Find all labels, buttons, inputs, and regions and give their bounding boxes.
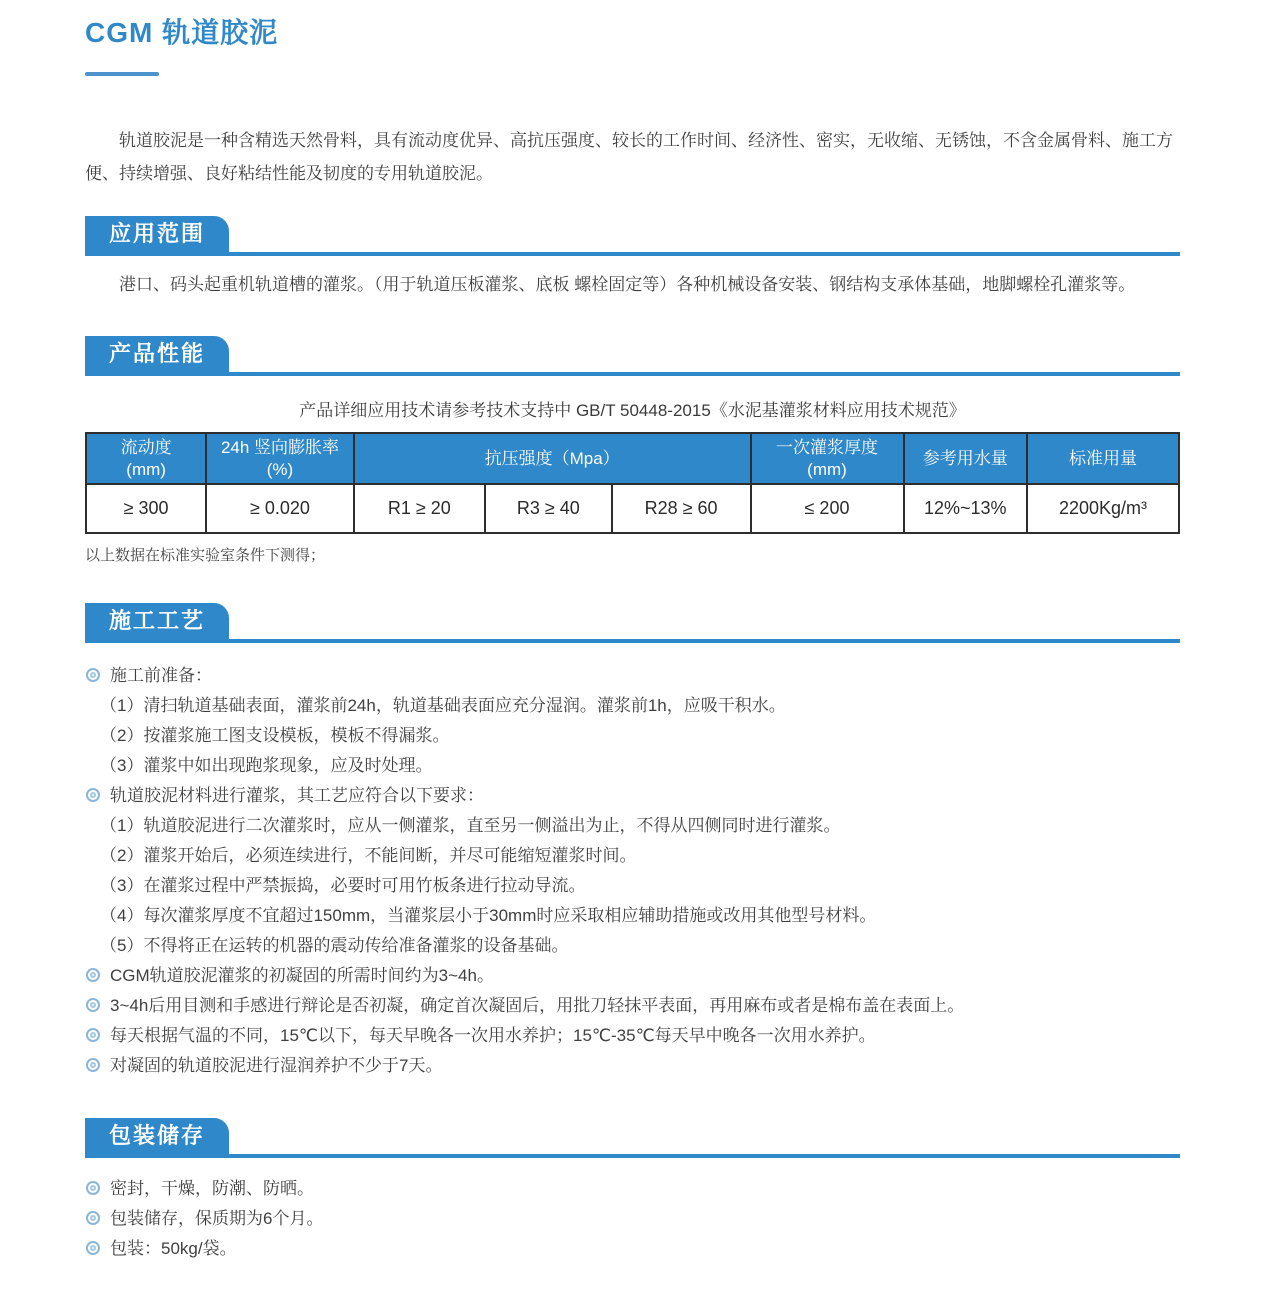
- bullseye-bullet-icon: [86, 1028, 100, 1042]
- list-item-text: 施工前准备：: [110, 666, 212, 685]
- list-item-text: 每天根据气温的不同，15℃以下，每天早晚各一次用水养护；15℃-35℃每天早中晚各一次用水养护。: [110, 1026, 876, 1045]
- page-title: CGM 轨道胶泥: [85, 17, 279, 48]
- table-data-cell: R28 ≥ 60: [612, 484, 751, 533]
- application-text: 港口、码头起重机轨道槽的灌浆。（用于轨道压板灌浆、底板 螺栓固定等）各种机械设备安装、钢结构支承体基础，地脚螺栓孔灌浆等。: [119, 275, 1136, 294]
- list-item-text: （5）不得将正在运转的机器的震动传给准备灌浆的设备基础。: [100, 936, 569, 955]
- bullseye-bullet-icon: [86, 1211, 100, 1225]
- section-process-header: [85, 603, 1180, 643]
- table-data-cell: ≥ 300: [86, 484, 206, 533]
- table-data-cell: R1 ≥ 20: [354, 484, 485, 533]
- table-data-cell: ≥ 0.020: [206, 484, 354, 533]
- bullseye-bullet-icon: [86, 788, 100, 802]
- list-item-text: （1）清扫轨道基础表面，灌浆前24h，轨道基础表面应充分湿润。灌浆前1h，应吸干积水。: [100, 696, 786, 715]
- table-header-cell: 抗压强度（Mpa）: [354, 433, 751, 484]
- list-item-text: 对凝固的轨道胶泥进行湿润养护不少于7天。: [110, 1056, 443, 1075]
- list-item: [85, 1174, 1180, 1203]
- table-data-cell: R3 ≥ 40: [485, 484, 612, 533]
- list-item-text: 3~4h后用目测和手感进行辩论是否初凝，确定首次凝固后，用批刀轻抹平表面，再用麻布或者是棉布盖在表面上。: [110, 996, 965, 1015]
- table-data-cell: ≤ 200: [751, 484, 904, 533]
- list-item: [85, 1234, 1180, 1263]
- list-item-text: （2）按灌浆施工图支设模板，模板不得漏浆。: [100, 726, 450, 745]
- list-item: [85, 1051, 1180, 1080]
- bullseye-bullet-icon: [86, 668, 100, 682]
- bullseye-bullet-icon: [86, 1058, 100, 1072]
- table-header-cell: 24h 竖向膨胀率 (%): [206, 433, 354, 484]
- performance-standard-note: 产品详细应用技术请参考技术支持中 GB/T 50448-2015《水泥基灌浆材料应用技术规范》: [299, 401, 966, 420]
- list-item-text: （3）灌浆中如出现跑浆现象，应及时处理。: [100, 756, 433, 775]
- list-item-text: 包装：50kg/袋。: [110, 1239, 237, 1258]
- performance-table: [85, 432, 1180, 534]
- table-data-cell: 12%~13%: [904, 484, 1028, 533]
- section-application-badge: 应用范围: [85, 216, 229, 252]
- list-item: [85, 961, 1180, 990]
- table-data-cell: 2200Kg/m³: [1027, 484, 1179, 533]
- bullseye-bullet-icon: [86, 998, 100, 1012]
- list-item-text: 包装储存，保质期为6个月。: [110, 1209, 324, 1228]
- section-packaging-header: [85, 1118, 1180, 1158]
- table-header-cell: 流动度 (mm): [86, 433, 206, 484]
- packaging-list: [85, 1174, 1180, 1263]
- list-item: [85, 751, 1180, 780]
- list-item: [85, 901, 1180, 930]
- list-item: [85, 931, 1180, 960]
- list-item: [85, 1204, 1180, 1233]
- list-item: [85, 691, 1180, 720]
- list-item: [85, 721, 1180, 750]
- table-header-cell: 一次灌浆厚度 (mm): [751, 433, 904, 484]
- document-page: [0, 16, 1283, 1263]
- list-item: [85, 991, 1180, 1020]
- list-item: [85, 781, 1180, 810]
- list-item-text: （4）每次灌浆厚度不宜超过150mm，当灌浆层小于30mm时应采取相应辅助措施或改用其他型号材料。: [100, 906, 877, 925]
- table-data-row: [86, 484, 1179, 533]
- section-performance-header: [85, 336, 1180, 376]
- table-header-cell: 标准用量: [1027, 433, 1179, 484]
- table-footnote: 以上数据在标准实验室条件下测得；: [85, 547, 326, 564]
- bullseye-bullet-icon: [86, 968, 100, 982]
- bullseye-bullet-icon: [86, 1181, 100, 1195]
- process-list: [85, 661, 1180, 1080]
- list-item-text: 密封，干燥，防潮、防晒。: [110, 1179, 314, 1198]
- section-application-header: [85, 216, 1180, 256]
- list-item-text: 轨道胶泥材料进行灌浆，其工艺应符合以下要求：: [110, 786, 484, 805]
- intro-paragraph: 轨道胶泥是一种含精选天然骨料，具有流动度优异、高抗压强度、较长的工作时间、经济性、密实，无收缩、无锈蚀，不含金属骨料、施工方便、持续增强、良好粘结性能及韧度的专用轨道胶泥。: [85, 131, 1173, 183]
- list-item: [85, 661, 1180, 690]
- section-process-badge: 施工工艺: [85, 603, 229, 639]
- table-header-cell: 参考用水量: [904, 433, 1028, 484]
- table-header-row: [86, 433, 1179, 484]
- list-item: [85, 811, 1180, 840]
- list-item-text: （1）轨道胶泥进行二次灌浆时，应从一侧灌浆，直至另一侧溢出为止，不得从四侧同时进行灌浆。: [100, 816, 841, 835]
- list-item-text: （2）灌浆开始后，必须连续进行，不能间断，并尽可能缩短灌浆时间。: [100, 846, 637, 865]
- bullseye-bullet-icon: [86, 1241, 100, 1255]
- section-packaging-badge: 包装储存: [85, 1118, 229, 1154]
- list-item-text: （3）在灌浆过程中严禁振捣，必要时可用竹板条进行拉动导流。: [100, 876, 586, 895]
- list-item: [85, 871, 1180, 900]
- list-item: [85, 1021, 1180, 1050]
- title-underline: [85, 72, 159, 76]
- list-item-text: CGM轨道胶泥灌浆的初凝固的所需时间约为3~4h。: [110, 966, 494, 985]
- list-item: [85, 841, 1180, 870]
- section-performance-badge: 产品性能: [85, 336, 229, 372]
